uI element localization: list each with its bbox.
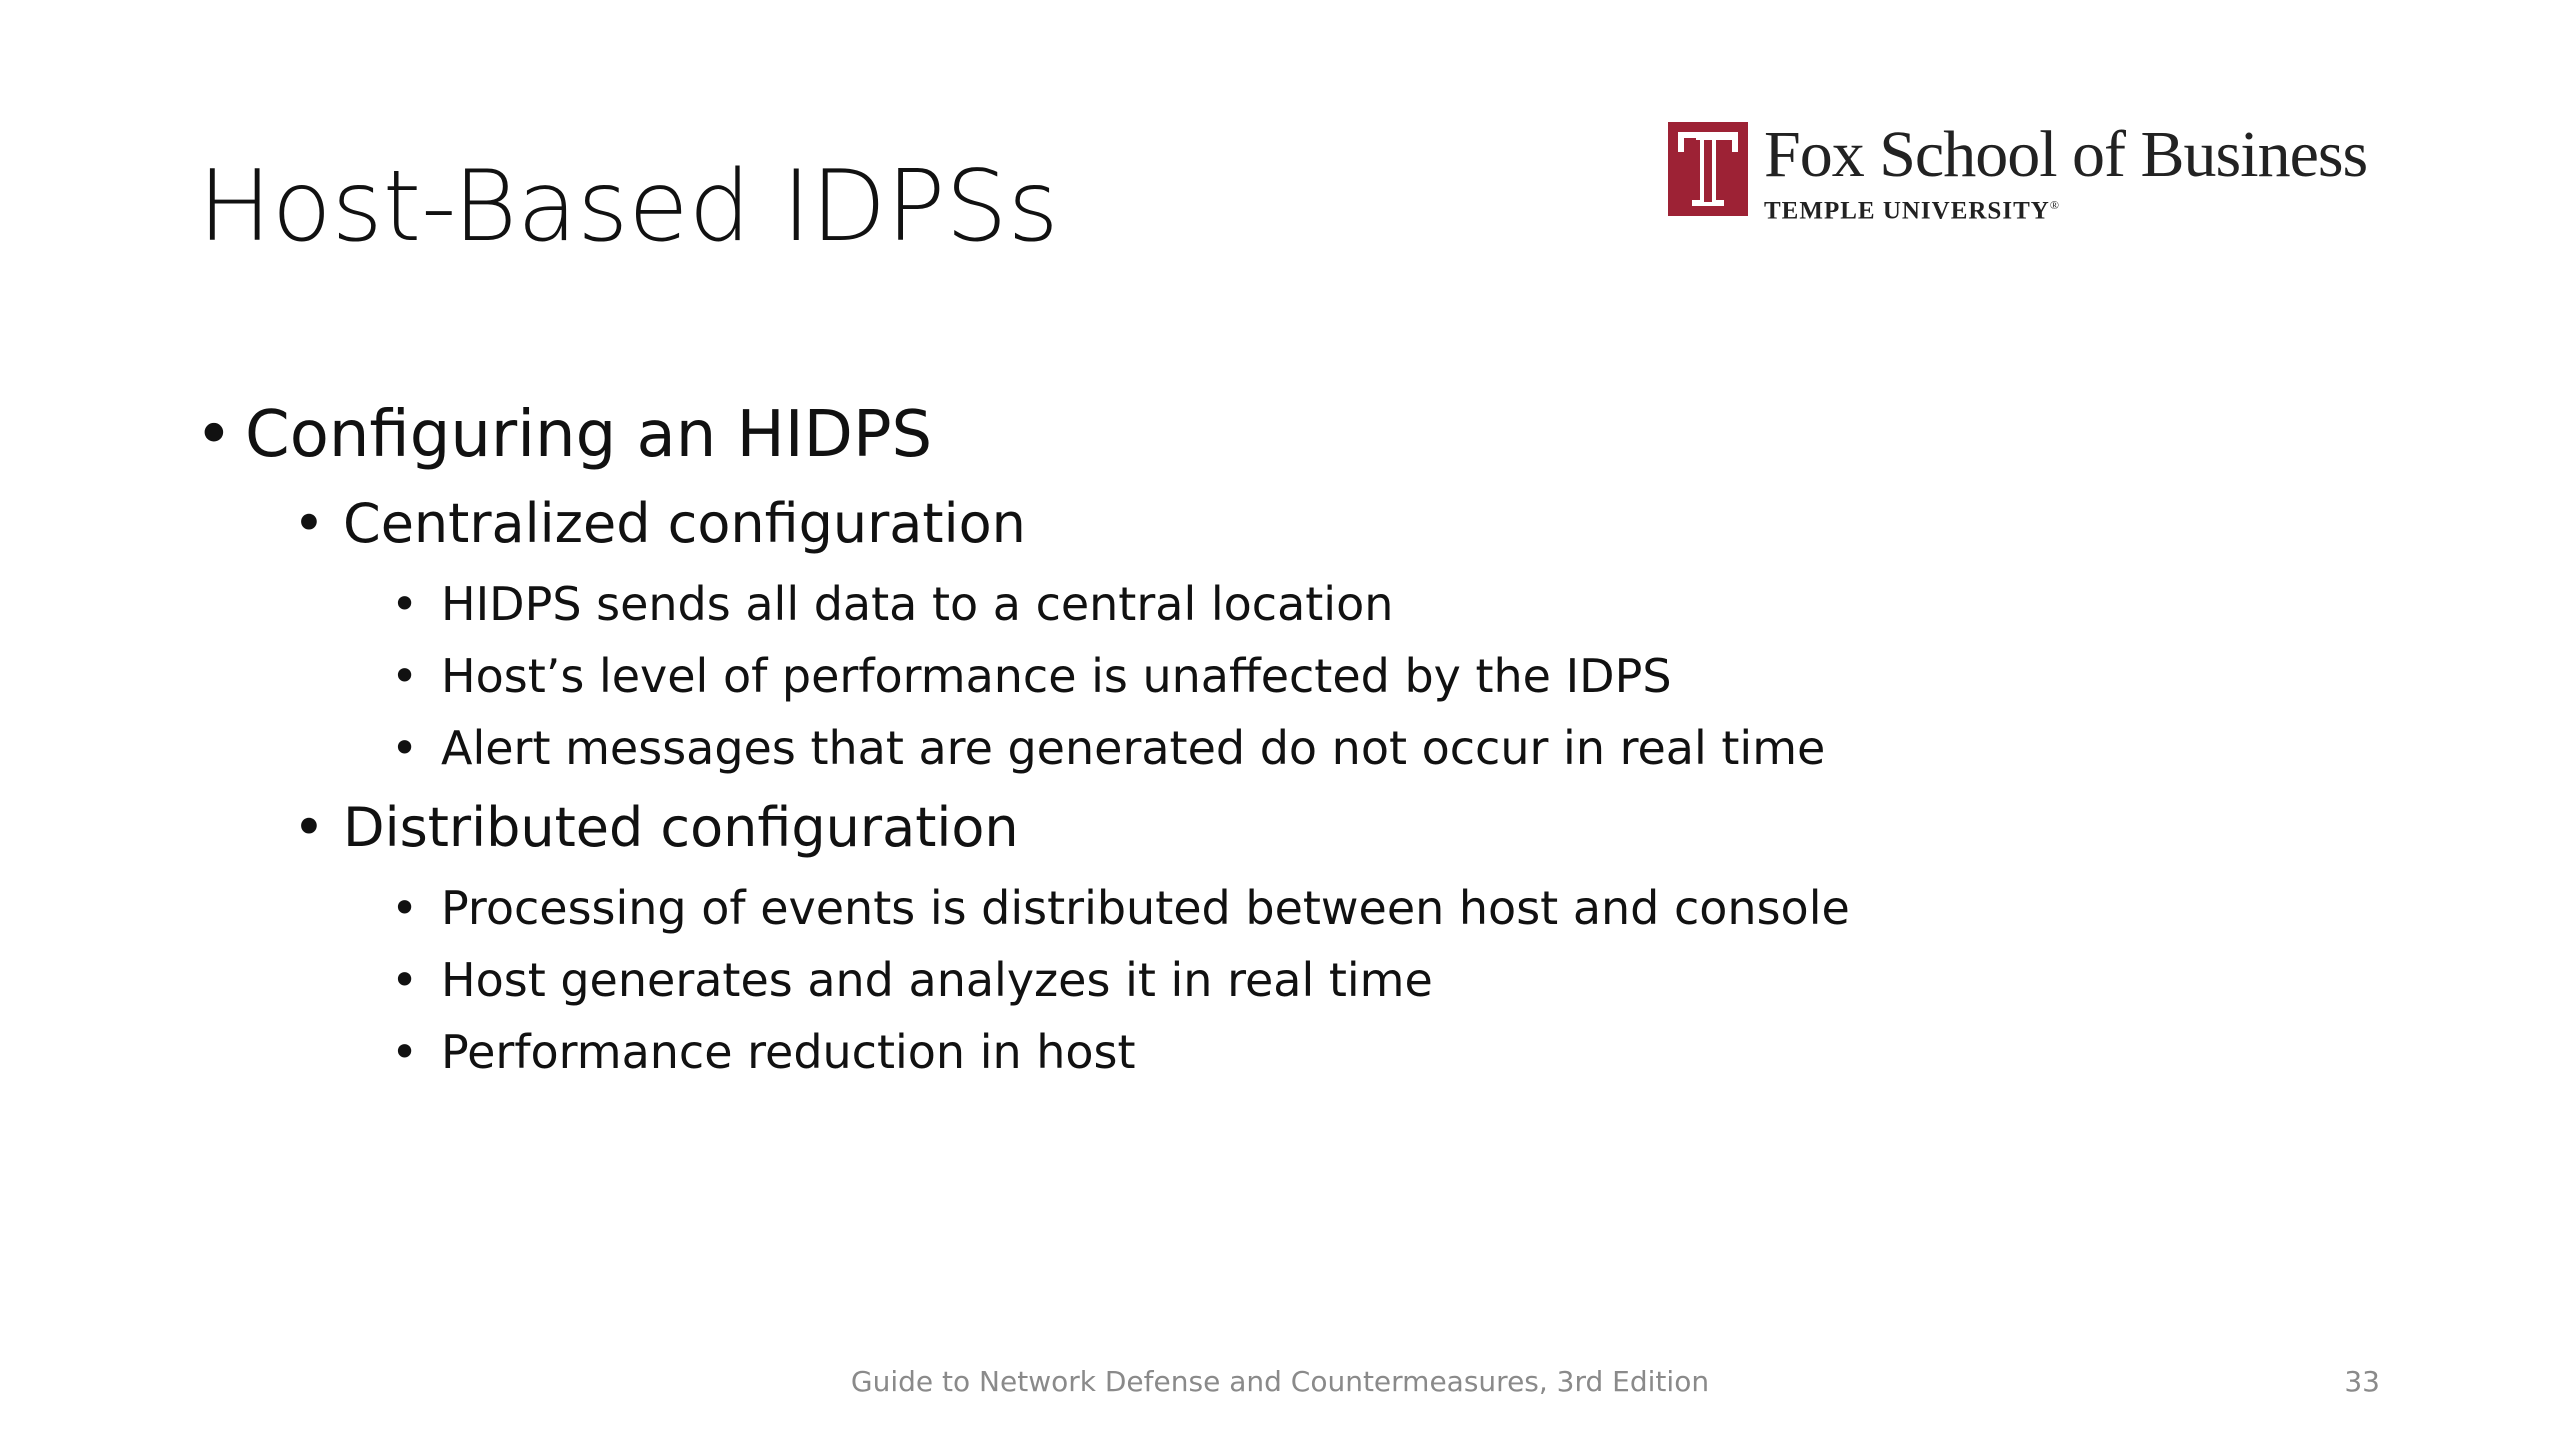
bullet-text: Performance reduction in host bbox=[441, 1025, 1136, 1079]
bullet-item bbox=[195, 568, 2295, 640]
bullet-item bbox=[195, 480, 2295, 568]
slide-title: Host-Based IDPSs bbox=[198, 150, 1059, 264]
bullet-text: Centralized configuration bbox=[343, 492, 1026, 555]
bullet-item bbox=[195, 784, 2295, 872]
bullet-text: Alert messages that are generated do not occur in real time bbox=[441, 721, 1826, 775]
logo-university bbox=[1764, 190, 2367, 226]
bullet-icon: • bbox=[293, 492, 325, 555]
fox-school-logo bbox=[1668, 118, 2378, 225]
bullet-icon: • bbox=[391, 1025, 419, 1079]
bullet-icon: • bbox=[391, 649, 419, 703]
bullet-text: Host generates and analyzes it in real time bbox=[441, 953, 1433, 1007]
bullet-icon: • bbox=[293, 796, 325, 859]
bullet-text: Processing of events is distributed between host and console bbox=[441, 881, 1850, 935]
bullet-icon: • bbox=[391, 881, 419, 935]
bullet-text: Distributed configuration bbox=[343, 796, 1019, 859]
bullet-icon: • bbox=[391, 577, 419, 631]
bullet-item bbox=[195, 712, 2295, 784]
page-number: 33 bbox=[2344, 1365, 2380, 1398]
logo-school-name: Fox School of Business bbox=[1764, 118, 2368, 191]
bullet-icon: • bbox=[391, 953, 419, 1007]
bullet-text: HIDPS sends all data to a central location bbox=[441, 577, 1394, 631]
bullet-icon: • bbox=[195, 398, 233, 472]
slide-footer: Guide to Network Defense and Countermeasures, 3rd Edition bbox=[850, 1365, 1710, 1398]
registered-mark: ® bbox=[2049, 198, 2060, 212]
bullet-text: Host’s level of performance is unaffected by the IDPS bbox=[441, 649, 1672, 703]
logo-university-label: TEMPLE UNIVERSITY bbox=[1764, 197, 2050, 225]
bullet-item bbox=[195, 1016, 2295, 1088]
bullet-item bbox=[195, 872, 2295, 944]
bullet-item bbox=[195, 944, 2295, 1016]
logo-text bbox=[1764, 118, 2368, 226]
bullet-text: Configuring an HIDPS bbox=[245, 398, 933, 472]
bullet-item bbox=[195, 640, 2295, 712]
bullet-list bbox=[195, 390, 2295, 1088]
temple-t-logo-icon bbox=[1668, 122, 1748, 216]
bullet-item bbox=[195, 390, 2295, 480]
bullet-icon: • bbox=[391, 721, 419, 775]
